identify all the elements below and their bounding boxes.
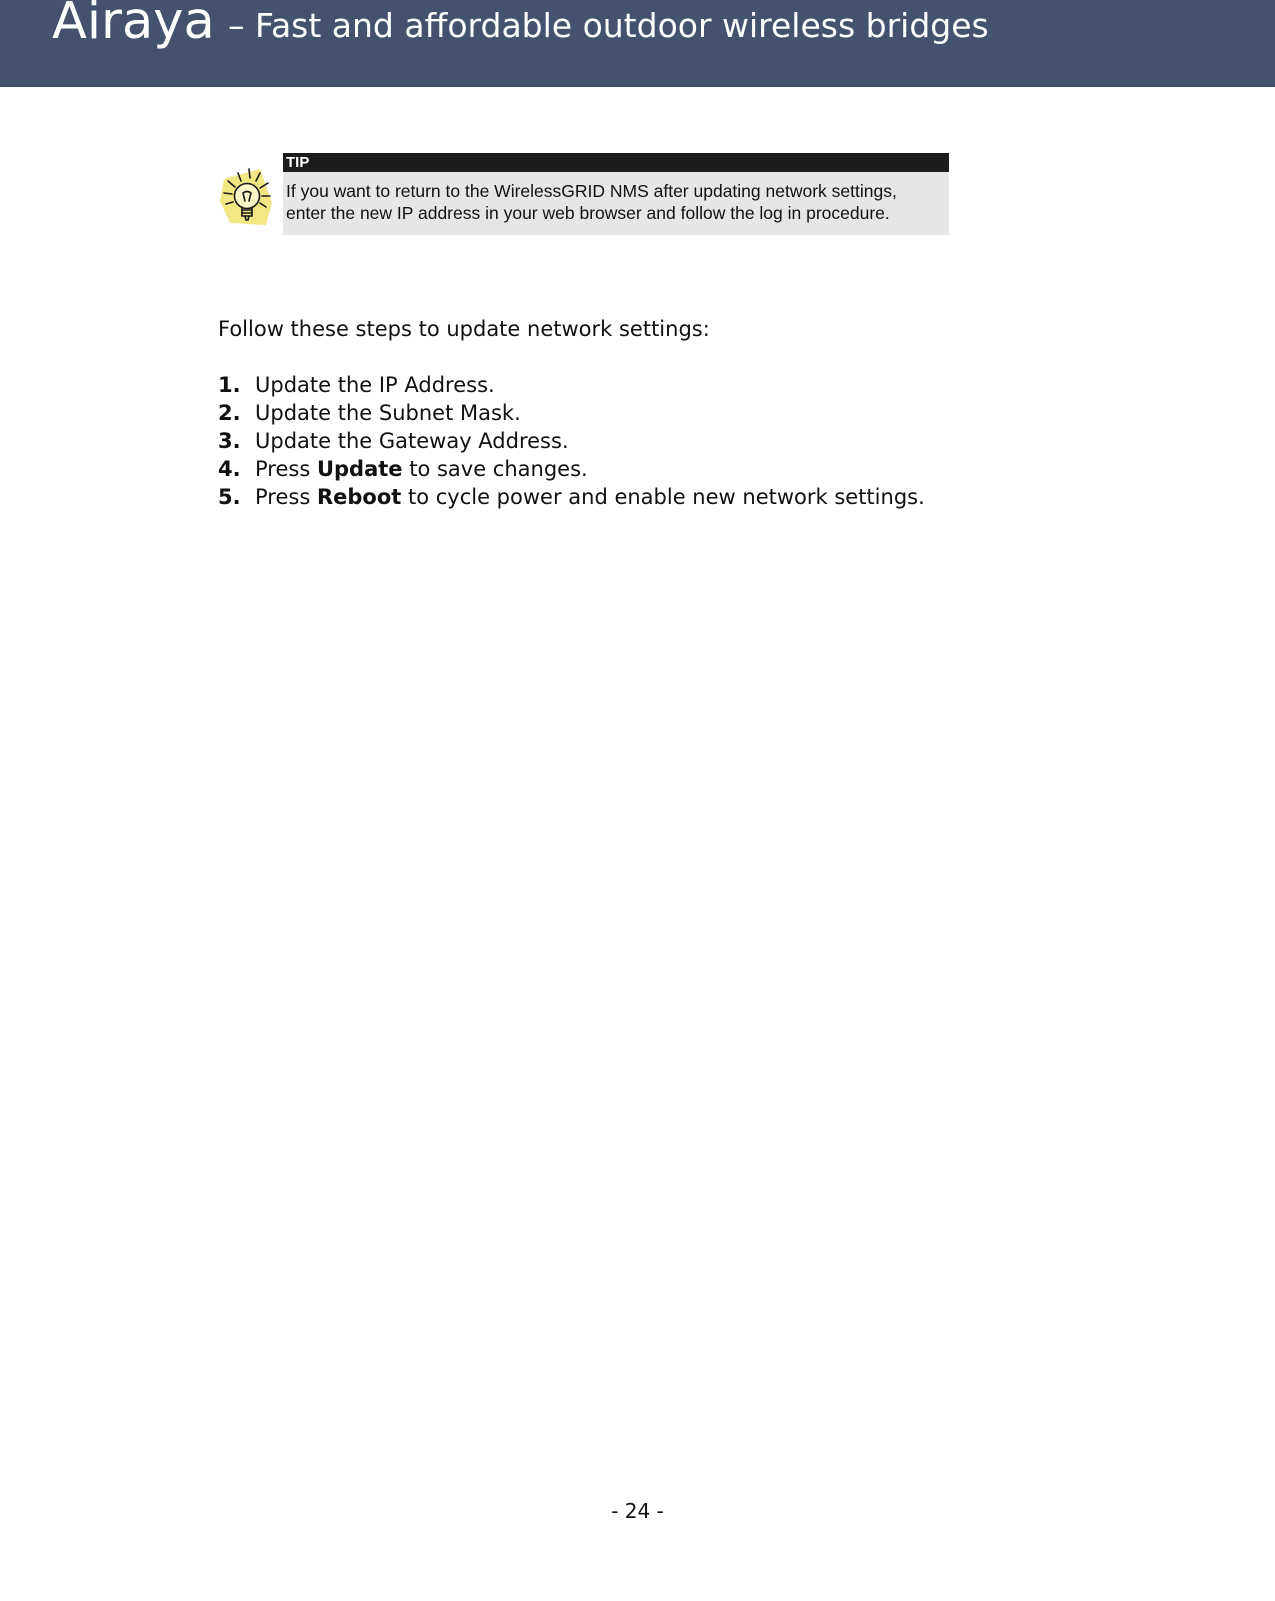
step-text-after: to save changes. [402, 457, 588, 481]
step-emphasis: Reboot [316, 485, 402, 509]
step-text: Press [255, 457, 317, 481]
tip-heading: TIP [283, 153, 949, 172]
tip-callout [283, 153, 949, 235]
brand-name: Airaya [52, 0, 215, 51]
step-text: Update the Gateway Address. [255, 429, 569, 453]
steps-intro: Follow these steps to update network settings: [218, 317, 710, 341]
step-number: 2. [218, 401, 241, 425]
step-text: Update the IP Address. [255, 373, 495, 397]
step-number: 3. [218, 429, 241, 453]
steps-list [218, 371, 925, 511]
step-number: 1. [218, 373, 241, 397]
list-item [218, 399, 925, 427]
step-number: 5. [218, 485, 241, 509]
tip-body-text: If you want to return to the WirelessGRID NMS after updating network settings, enter the new IP address in your web browser and follow the log in procedure. [286, 181, 897, 223]
step-text: Press [255, 485, 317, 509]
tip-body [283, 172, 949, 235]
step-text-after: to cycle power and enable new network settings. [401, 485, 925, 509]
list-item [218, 483, 925, 511]
step-number: 4. [218, 457, 241, 481]
step-emphasis: Update [316, 457, 403, 481]
list-item [218, 371, 925, 399]
lightbulb-icon [216, 163, 276, 229]
step-text: Update the Subnet Mask. [255, 401, 521, 425]
header-tagline: – Fast and affordable outdoor wireless bridges [228, 6, 989, 45]
list-item [218, 455, 925, 483]
page-header [0, 0, 1275, 87]
list-item [218, 427, 925, 455]
page-number: - 24 - [611, 1499, 664, 1523]
